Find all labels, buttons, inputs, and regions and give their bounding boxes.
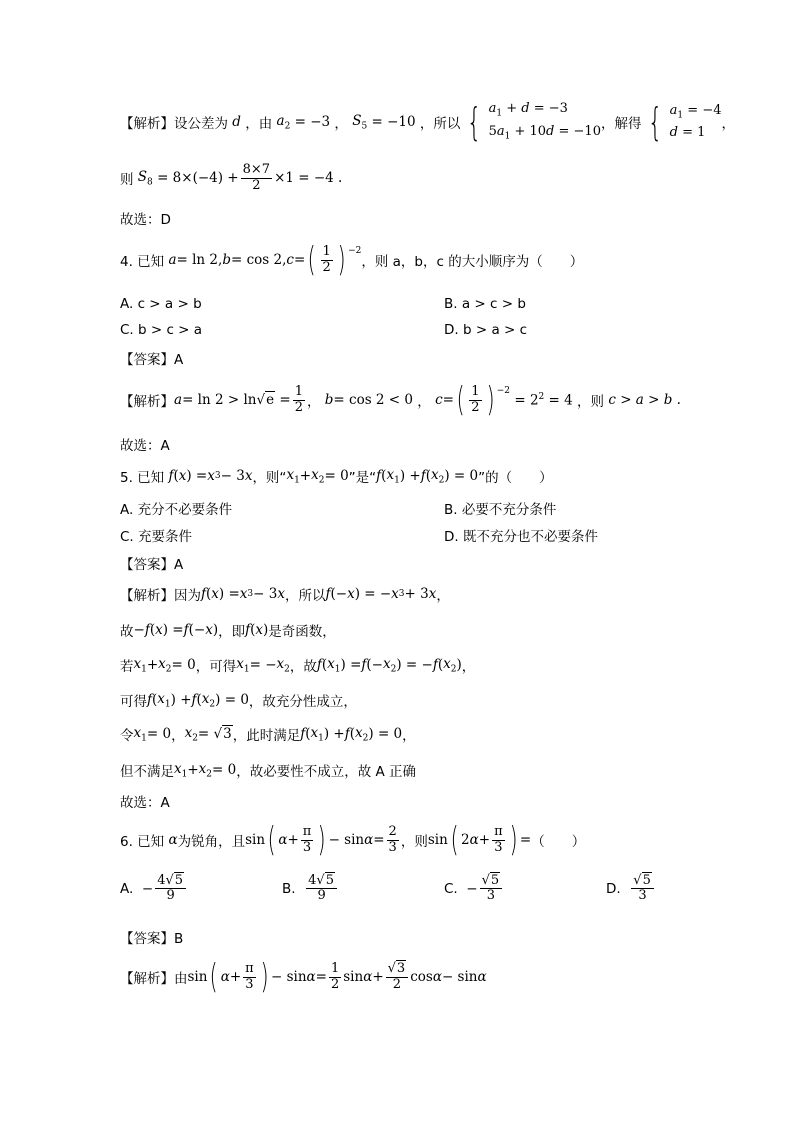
q3-analysis-line2: 则 $S_8$ = 8×(−4) + $\frac{8\times 7}{2}$ ×1 = −4 . xyxy=(120,162,343,193)
q4-option-a[interactable]: A. c > a > b xyxy=(120,296,202,312)
q6-option-d[interactable]: D. $\frac{√5}{3}$ xyxy=(606,874,656,904)
q6-stem: 6. 已知 α 为锐角，且 sin ( α + $\frac{\pi}{3}$ ) − sin α = $\frac{2}{3}$ ，则 sin ( 2 α + $\frac{\pi}{3}$ ) = （ ） xyxy=(120,820,586,860)
q5-option-a[interactable]: A. 充分不必要条件 xyxy=(120,502,233,518)
q4-answer: 【答案】A xyxy=(120,352,184,368)
q5-choice: 故选：A xyxy=(120,795,170,811)
q6-option-a[interactable]: A. − $\frac{4√5}{9}$ xyxy=(120,874,188,904)
q4-analysis: 【解析】 a = ln 2 > ln √e = $\frac{1}{2}$ ， b = cos 2 < 0 ， c = ( $\frac{1}{2}$ ) −2 = $2^2 = 4$ ，则 c > a > b . xyxy=(120,380,681,420)
q4-option-d[interactable]: D. b > a > c xyxy=(444,322,528,338)
q5-option-b[interactable]: B. 必要不充分条件 xyxy=(444,502,557,518)
q5-analysis-line5: 令 $x_1$ = 0 ， $x_2$ = √3 ，此时满足 f ( $x_1$ ) + f ( $x_2$ ) = 0 ， xyxy=(120,724,416,744)
q5-stem: 5. 已知 f ( x ) = x 3 − 3 x ，则“ $x_1$ + $x_2$ = 0 ”是“ f ( $x_1$ ) + f ( $x_2$ ) = 0 ”的（ ） xyxy=(120,466,553,486)
q5-analysis-line4: 可得 f ( $x_1$ ) + f ( $x_2$ ) = 0 ，故充分性成立， xyxy=(120,690,357,710)
q6-answer: 【答案】B xyxy=(120,931,184,947)
q4-stem: 4. 已知 a = ln 2, b = cos 2, c = ( $\frac{1}{2}$ ) −2 ，则 a，b，c 的大小顺序为（ ） xyxy=(120,240,584,280)
q5-option-d[interactable]: D. 既不充分也不必要条件 xyxy=(444,529,598,545)
q5-answer: 【答案】A xyxy=(120,557,184,573)
q3-choice: 故选：D xyxy=(120,212,171,228)
q5-option-c[interactable]: C. 充要条件 xyxy=(120,529,193,545)
q4-choice: 故选：A xyxy=(120,438,170,454)
q6-option-b[interactable]: B. $\frac{4√5}{9}$ xyxy=(282,874,339,904)
q5-analysis-line2: 故 − f ( x ) = f (− x ) ，即 f ( x ) 是奇函数， xyxy=(120,622,336,640)
q6-analysis: 【解析】 由 sin ( α + $\frac{\pi}{3}$ ) − sin α = $\frac{1}{2}$ sin α + $\frac{√3}{2}$ cos α − sin α xyxy=(120,957,487,997)
q5-analysis-line6: 但不满足 $x_1$ + $x_2$ = 0 ，故必要性不成立，故 A 正确 xyxy=(120,760,417,780)
q6-option-c[interactable]: C. − $\frac{√5}{3}$ xyxy=(444,874,504,904)
q5-analysis-line1: 【解析】 因为 f ( x ) = x 3 − 3 x ，所以 f (− x ) = − x 3 + 3 x ， xyxy=(120,586,450,604)
q4-option-c[interactable]: C. b > c > a xyxy=(120,322,203,338)
q5-analysis-line3: 若 $x_1$ + $x_2$ = 0 ，可得 $x_1$ = − $x_2$ ，故 f ( $x_1$ ) = f (− $x_2$ ) = − f ( $x_2$ ) ， xyxy=(120,655,476,675)
q3-analysis-line1: 【解析】 设公差为 d ，由 $a_2$ = −3 ， $S_5$ = −10 ，所以 { $a_1 + d = -3$ $5a_1 + 10d = -10$ ，解得 { $a_1 = -4$ d = 1 ， xyxy=(120,100,735,144)
q4-option-b[interactable]: B. a > c > b xyxy=(444,296,526,312)
